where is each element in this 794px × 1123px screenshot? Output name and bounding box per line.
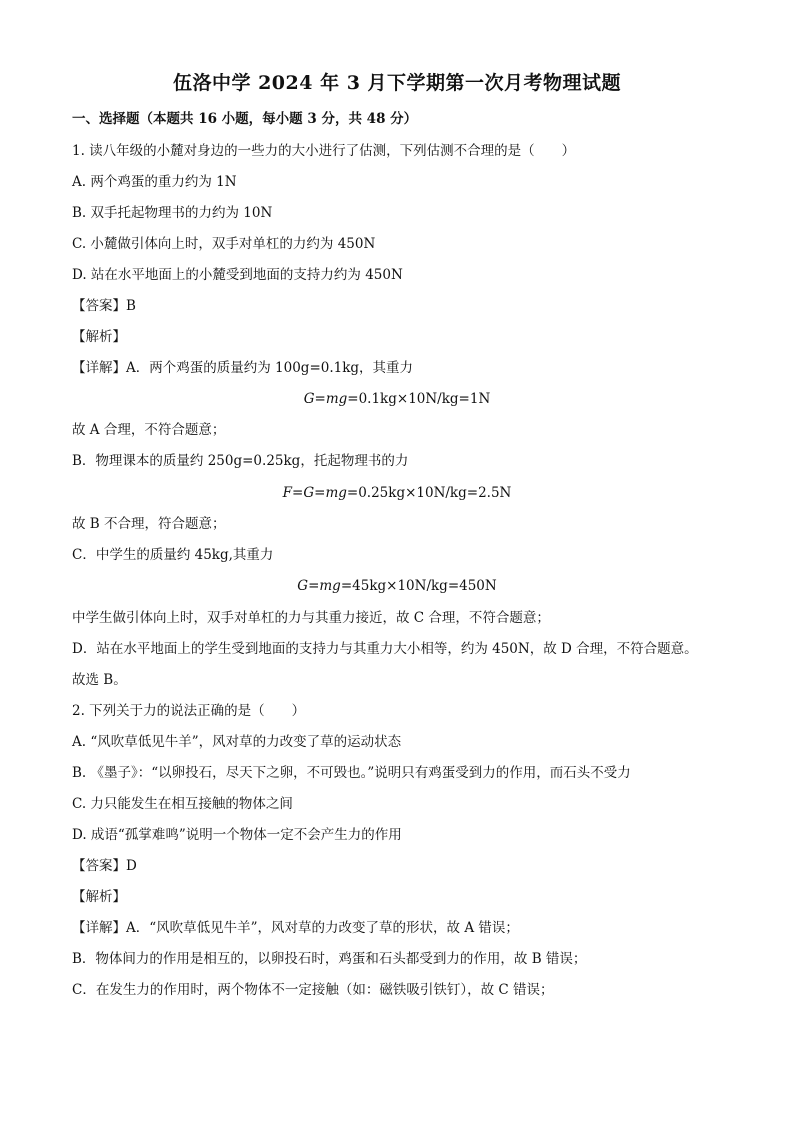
question-1-detail-c-conclusion: 中学生做引体向上时，双手对单杠的力与其重力接近，故 C 合理，不符合题意；: [72, 610, 550, 626]
section-heading: 一、选择题（本题共 16 小题，每小题 3 分，共 48 分）: [72, 111, 418, 127]
question-2-option-d: D. 成语“孤掌难鸣”说明一个物体一定不会产生力的作用: [72, 827, 402, 843]
question-2-answer: 【答案】D: [72, 858, 137, 874]
question-1-answer: 【答案】B: [72, 298, 136, 314]
question-2-option-c: C. 力只能发生在相互接触的物体之间: [72, 796, 293, 812]
question-1-detail-b: B．物理课本的质量约 250g=0.25kg，托起物理书的力: [72, 453, 409, 469]
page-title: 伍洛中学 2024 年 3 月下学期第一次月考物理试题: [172, 72, 622, 94]
formula-1: [0, 390, 794, 408]
question-1-option-d: D. 站在水平地面上的小麓受到地面的支持力约为 450N: [72, 267, 403, 283]
formula-value: =45kg×10N/kg=450N: [340, 578, 497, 594]
question-1-detail-a: 【详解】A．两个鸡蛋的质量约为 100g=0.1kg，其重力: [72, 360, 414, 376]
formula-operator: =: [314, 391, 326, 407]
question-1-option-c: C. 小麓做引体向上时，双手对单杠的力约为 450N: [72, 236, 376, 252]
formula-symbol: G: [303, 391, 315, 407]
question-2-detail-a: 【详解】A．“风吹草低见牛羊”，风对草的力改变了草的形状，故 A 错误；: [72, 920, 519, 936]
question-1-stem: 1. 读八年级的小麓对身边的一些力的大小进行了估测，下列估测不合理的是（ ）: [72, 143, 576, 159]
question-1-final-choice: 故选 B。: [72, 672, 127, 688]
formula-symbol: mg: [325, 391, 348, 407]
question-1-detail-c: C．中学生的质量约 45kg,其重力: [72, 547, 274, 563]
question-1-detail-b-conclusion: 故 B 不合理，符合题意；: [72, 516, 226, 532]
formula-2: [0, 484, 794, 502]
formula-value: =0.1kg×10N/kg=1N: [347, 391, 491, 407]
question-2-option-b: B. 《墨子》：“以卵投石，尽天下之卵，不可毁也。”说明只有鸡蛋受到力的作用，而石头不受力: [72, 765, 631, 781]
question-1-detail-d: D．站在水平地面上的学生受到地面的支持力与其重力大小相等，约为 450N，故 D 合理，不符合题意。: [72, 641, 698, 657]
formula-symbol: F: [282, 485, 293, 501]
formula-3: [0, 577, 794, 595]
question-2-stem: 2. 下列关于力的说法正确的是（ ）: [72, 703, 306, 719]
formula-operator: =: [308, 578, 320, 594]
formula-operator: =: [292, 485, 304, 501]
formula-symbol: mg: [325, 485, 347, 501]
question-2-detail-c: C．在发生力的作用时，两个物体不一定接触（如：磁铁吸引铁钉），故 C 错误；: [72, 982, 554, 998]
question-1-analysis-label: 【解析】: [72, 329, 126, 345]
question-1-detail-a-conclusion: 故 A 合理，不符合题意；: [72, 422, 226, 438]
formula-value: =0.25kg×10N/kg=2.5N: [346, 485, 512, 501]
question-1-option-a: A. 两个鸡蛋的重力约为 1N: [72, 174, 237, 190]
formula-symbol: G: [297, 578, 309, 594]
question-2-analysis-label: 【解析】: [72, 889, 126, 905]
question-2-option-a: A. “风吹草低见牛羊”，风对草的力改变了草的运动状态: [72, 734, 402, 750]
formula-symbol: mg: [319, 578, 341, 594]
formula-operator: =: [314, 485, 326, 501]
question-1-option-b: B. 双手托起物理书的力约为 10N: [72, 205, 273, 221]
question-2-detail-b: B．物体间力的作用是相互的，以卵投石时，鸡蛋和石头都受到力的作用，故 B 错误；: [72, 951, 587, 967]
formula-symbol: G: [303, 485, 315, 501]
